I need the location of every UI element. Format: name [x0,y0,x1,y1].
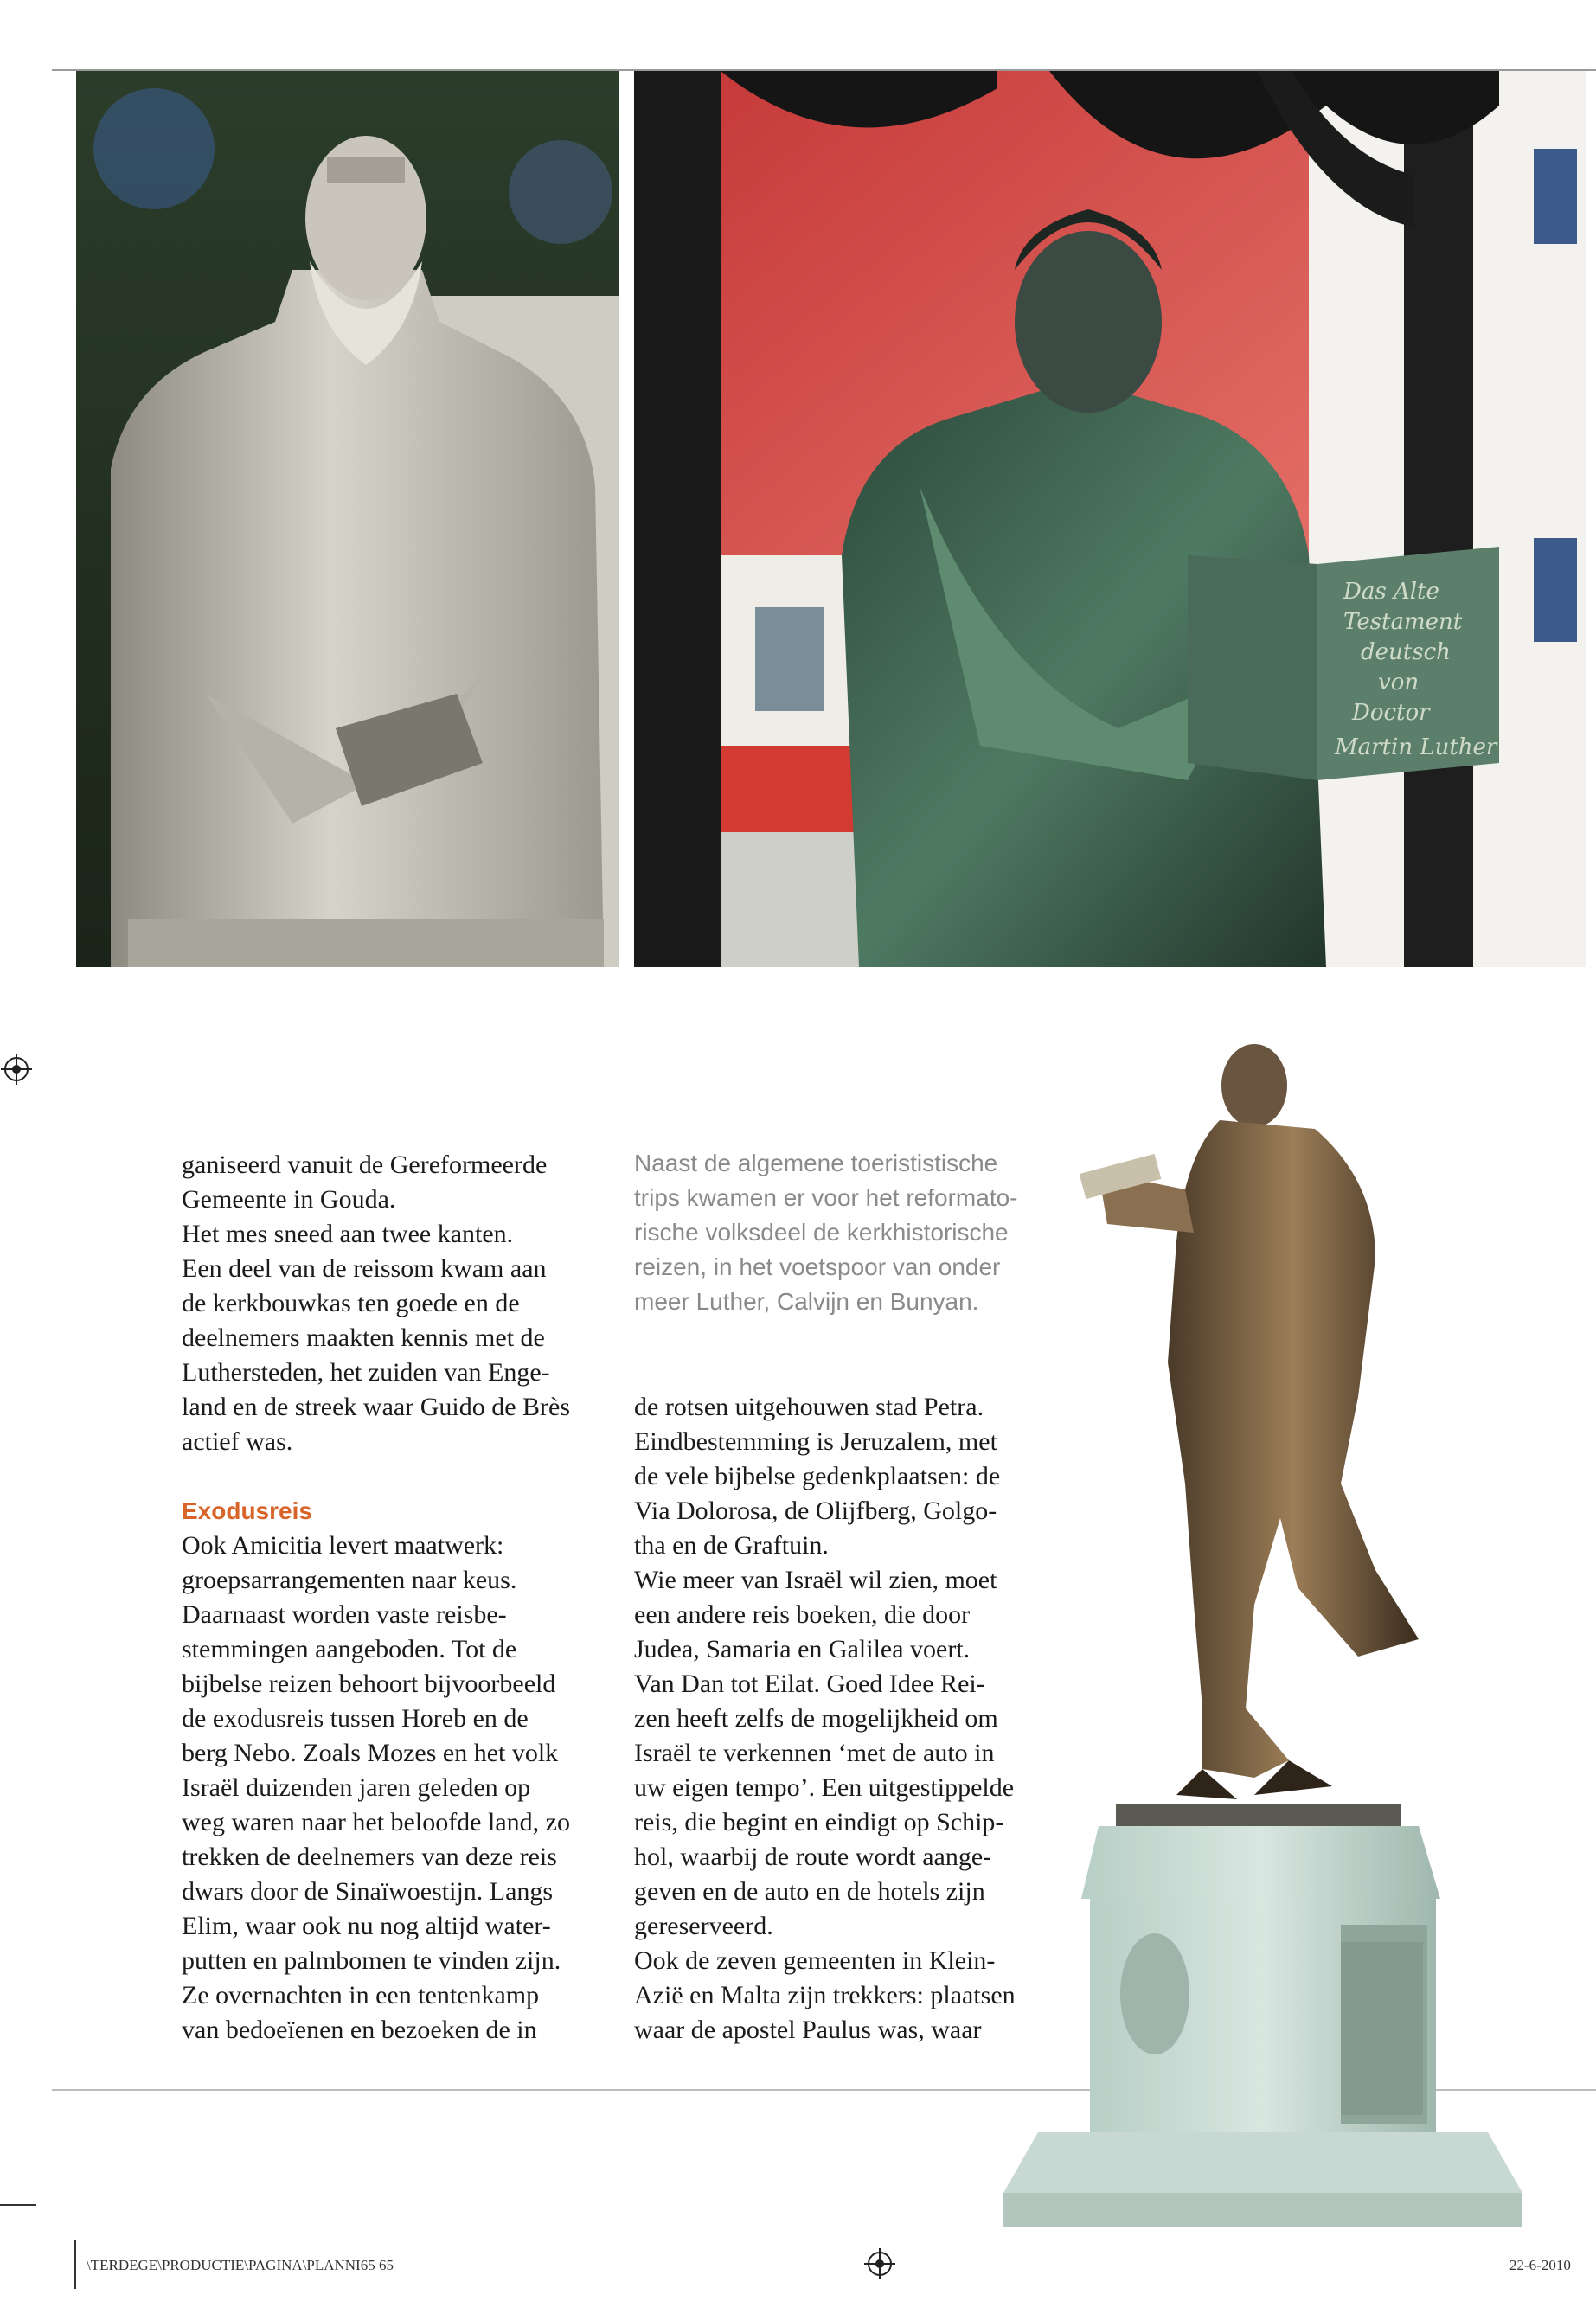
text-line: de exodusreis tussen Horeb en de [182,1704,529,1733]
text-line: bijbelse reizen behoort bijvoorbeeld [182,1670,556,1698]
text-line: een andere reis boeken, die door [634,1600,971,1629]
text-line: van bedoeïenen en bezoeken de in [182,2016,537,2044]
text-line: deelnemers maakten kennis met de [182,1324,545,1352]
text-line: land en de streek waar Guido de Brès [182,1393,571,1421]
text-line: Azië en Malta zijn trekkers: plaatsen [634,1981,1016,2009]
text-line: weg waren naar het beloofde land, zo [182,1808,570,1836]
text-line: hol, waarbij de route wordt aange- [634,1843,992,1871]
intro-line: reizen, in het voetspoor van onder [634,1253,1001,1280]
text-line: waar de apostel Paulus was, waar [634,2016,982,2044]
photo-left-statue [76,71,619,967]
text-line: Daarnaast worden vaste reisbe- [182,1600,507,1629]
text-line: Luthersteden, het zuiden van Enge- [182,1358,550,1387]
text-column-2 [634,1390,1084,2048]
text-line: Ze overnachten in een tentenkamp [182,1981,540,2009]
text-line: de rotsen uitgehouwen stad Petra. [634,1393,984,1421]
text-line: actief was. [182,1427,293,1456]
text-line: Via Dolorosa, de Olijfberg, Golgo- [634,1497,997,1525]
text-line: trekken de deelnemers van deze reis [182,1843,557,1871]
text-line: uw eigen tempo’. Een uitgestippelde [634,1773,1015,1802]
intro-lead [634,1146,1084,1319]
text-line: Wie meer van Israël wil zien, moet [634,1566,997,1594]
book-line-3: deutsch [1361,639,1451,665]
text-line: tha en de Graftuin. [634,1531,829,1560]
intro-line: meer Luther, Calvijn en Bunyan. [634,1288,979,1315]
text-line: Israël te verkennen ‘met de auto in [634,1739,995,1767]
registration-mark-left [4,1057,29,1081]
text-column-1 [182,1148,614,2048]
crop-mark-left-bottom [0,2204,36,2206]
text-line: zen heeft zelfs de mogelijkheid om [634,1704,998,1733]
intro-line: Naast de algemene toerististische [634,1150,998,1176]
text-line: Eindbestemming is Jeruzalem, met [634,1427,997,1456]
text-line: stemmingen aangeboden. Tot de [182,1635,517,1663]
book-line-5: Doctor [1352,700,1430,726]
text-line: berg Nebo. Zoals Mozes en het volk [182,1739,559,1767]
section-heading-exodusreis: Exodusreis [182,1497,312,1524]
text-line: Judea, Samaria en Galilea voert. [634,1635,971,1663]
footer-file-path: \TERDEGE\PRODUCTIE\PAGINA\PLANNI65 65 [87,2257,394,2273]
text-line: Israël duizenden jaren geleden op [182,1773,531,1802]
text-line: Het mes sneed aan twee kanten. [182,1220,514,1248]
text-line: Elim, waar ook nu nog altijd water- [182,1912,551,1940]
intro-line: trips kwamen er voor het reformato- [634,1184,1018,1211]
text-line: putten en palmbomen te vinden zijn. [182,1946,561,1975]
text-line: ganiseerd vanuit de Gereformeerde [182,1150,548,1179]
text-line: dwars door de Sinaïwoestijn. Langs [182,1877,554,1906]
book-line-1: Das Alte [1343,579,1439,605]
registration-mark-bottom [868,2252,892,2276]
photo-right-statue [634,71,1586,967]
text-line: de vele bijbelse gedenkplaatsen: de [634,1462,1001,1490]
text-line: Ook de zeven gemeenten in Klein- [634,1946,996,1975]
crop-mark-vertical-bottom [74,2240,76,2289]
book-line-2: Testament [1343,609,1463,635]
text-line: reis, die begint en eindigt op Schip- [634,1808,1004,1836]
text-line: gereserveerd. [634,1912,773,1940]
footer-date: 22-6-2010 [1509,2257,1571,2273]
text-line: Van Dan tot Eilat. Goed Idee Rei- [634,1670,985,1698]
text-line: Ook Amicitia levert maatwerk: [182,1531,504,1560]
book-line-4: von [1378,670,1420,695]
text-line: geven en de auto en de hotels zijn [634,1877,985,1906]
intro-line: rische volksdeel de kerkhistorische [634,1219,1009,1246]
text-line: groepsarrangementen naar keus. [182,1566,517,1594]
book-line-6: Martin Luther [1335,734,1497,760]
text-line: Een deel van de reissom kwam aan [182,1254,547,1283]
text-line: de kerkbouwkas ten goede en de [182,1289,520,1317]
text-line: Gemeente in Gouda. [182,1185,396,1214]
